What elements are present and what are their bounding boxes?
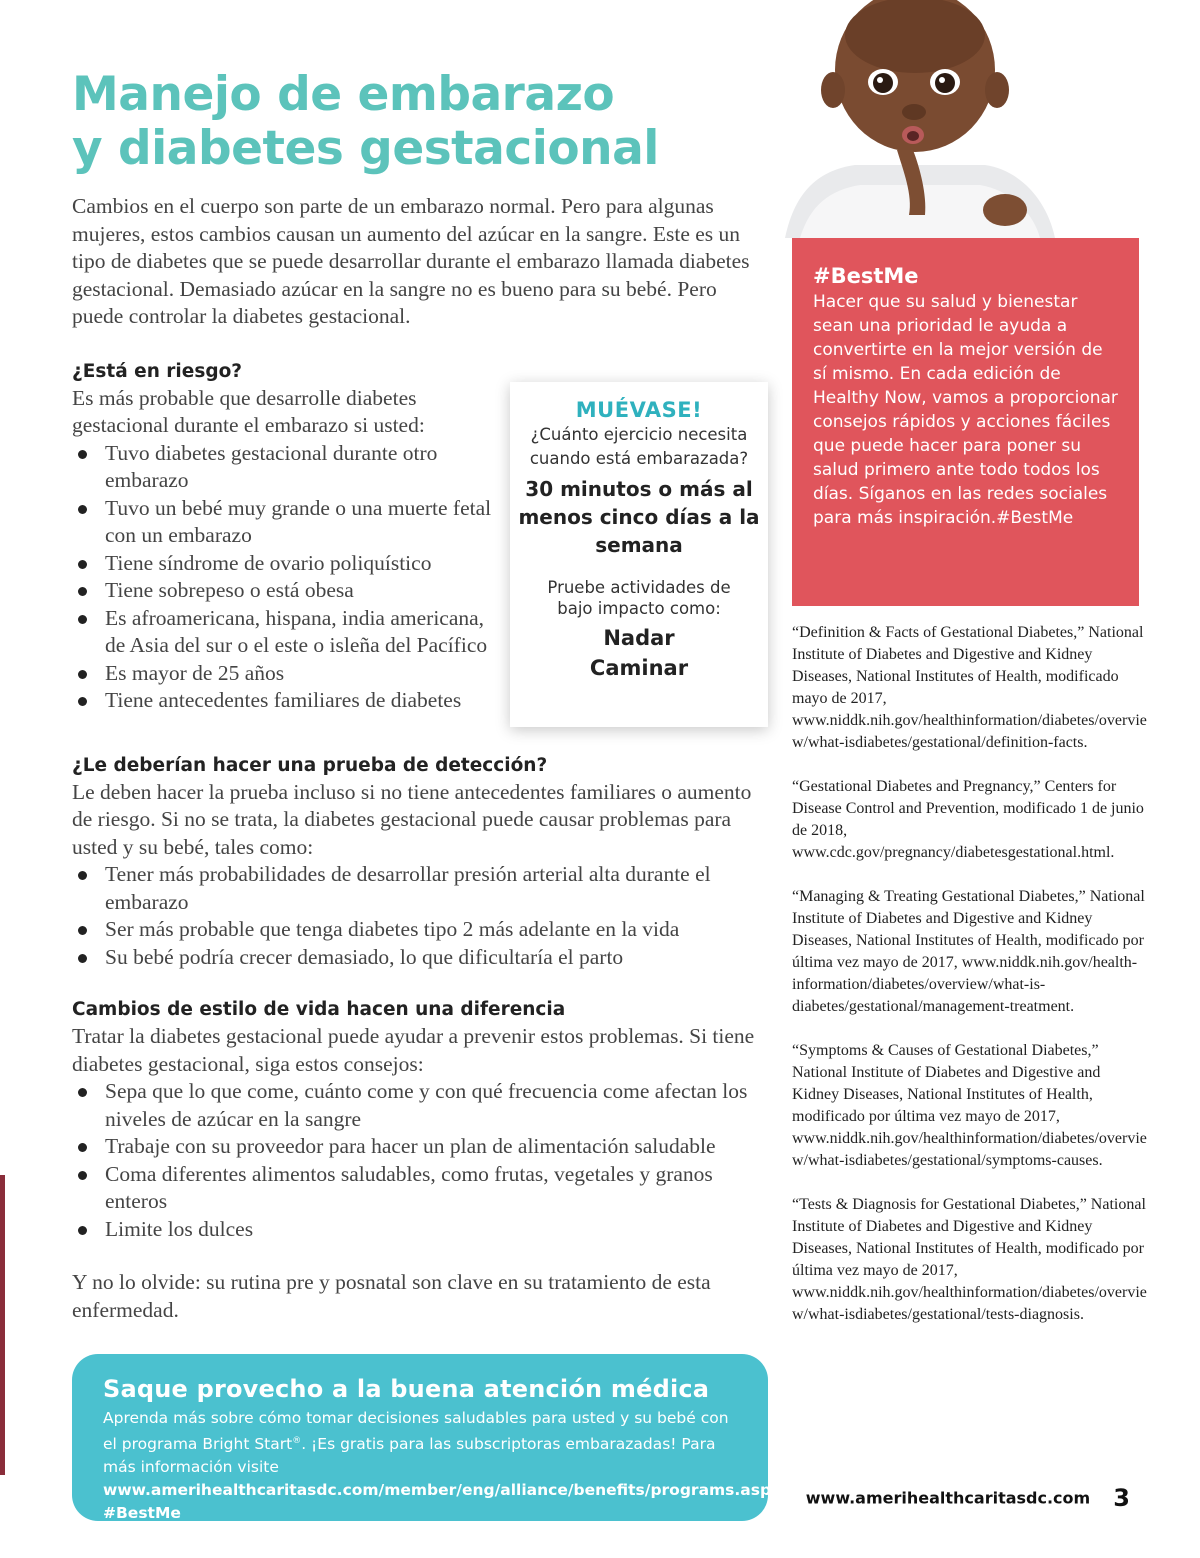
reference-item: “Symptoms & Causes of Gestational Diabetes,” National Institute of Diabetes and Digestive and Kidney Diseases, National Institutes of Health, modificado por última vez mayo de 2017, www.niddk.nih.gov/healthinformation/diabetes/overview/what-isdiabetes/gestational/symptoms-causes. (792, 1042, 1147, 1169)
risk-heading: ¿Está en riesgo? (72, 360, 243, 382)
list-item: Tener más probabilidades de desarrollar presión arterial alta durante el embarazo (72, 861, 772, 916)
lifestyle-text: Tratar la diabetes gestacional puede ayudar a prevenir estos problemas. Si tiene diabetes gestacional, siga estos consejos: (72, 1024, 755, 1076)
references (792, 622, 1147, 1348)
activity-walk: Caminar (589, 656, 689, 680)
lifestyle-list (72, 1078, 772, 1243)
list-item: Trabaje con su proveedor para hacer un plan de alimentación saludable (72, 1133, 772, 1161)
list-item: Su bebé podría crecer demasiado, lo que dificultaría el parto (72, 944, 772, 972)
care-title: Saque provecho a la buena atención médica (103, 1375, 710, 1403)
edge-accent-bar (0, 1175, 5, 1475)
program-link[interactable]: www.amerihealthcaritasdc.com/member/eng/alliance/benefits/programs.aspx (103, 1481, 782, 1500)
bestme-title: #BestMe (813, 264, 919, 288)
exercise-answer: 30 minutos o más al menos cinco días a la semana (518, 477, 760, 557)
test-text: Le deben hacer la prueba incluso si no tiene antecedentes familiares o aumento de riesgo. Si no se trata, la diabetes gestacional puede causar problemas para usted y su bebé, tales como: (72, 779, 752, 859)
reference-item: “Tests & Diagnosis for Gestational Diabetes,” National Institute of Diabetes and Digestive and Kidney Diseases, National Institutes of Health, modificado por última vez mayo de 2017, www.niddk.nih.gov/healthinformation/diabetes/overview/what-isdiabetes/gestational/tests-diagnosis. (792, 1196, 1147, 1323)
list-item: Ser más probable que tenga diabetes tipo 2 más adelante en la vida (72, 916, 772, 944)
list-item: Tiene síndrome de ovario poliquístico (72, 550, 502, 578)
list-item: Es mayor de 25 años (72, 660, 502, 688)
lifestyle-heading: Cambios de estilo de vida hacen una diferencia (72, 999, 566, 1020)
exercise-question: ¿Cuánto ejercicio necesita cuando está embarazada? (529, 425, 749, 468)
test-section (72, 753, 772, 972)
reference-item: “Gestational Diabetes and Pregnancy,” Centers for Disease Control and Prevention, modificado 1 de junio de 2018, www.cdc.gov/pregnancy/diabetesgestational.html. (792, 778, 1144, 861)
bestme-box (792, 238, 1139, 606)
footer-url[interactable]: www.amerihealthcaritasdc.com (805, 1488, 1091, 1508)
care-text-after: . (781, 1481, 787, 1500)
registered-mark: ® (292, 1436, 302, 1446)
care-banner (72, 1354, 787, 1523)
risk-text: Es más probable que desarrolle diabetes gestacional durante el embarazo si usted: (72, 385, 425, 437)
title-line-1: Manejo de embarazo (72, 67, 615, 122)
page-number: 3 (1113, 1484, 1130, 1512)
care-hashtag: #BestMe (103, 1504, 181, 1523)
baby-photo (785, 0, 1055, 238)
title-line-2: y diabetes gestacional (72, 121, 659, 176)
activity-swim: Nadar (603, 626, 675, 650)
test-list (72, 861, 772, 971)
list-item: Sepa que lo que come, cuánto come y con qué frecuencia come afectan los niveles de azúcar en la sangre (72, 1078, 772, 1133)
list-item: Tiene sobrepeso o está obesa (72, 577, 502, 605)
test-heading: ¿Le deberían hacer una prueba de detección? (72, 754, 548, 776)
list-item: Tuvo un bebé muy grande o una muerte fetal con un embarazo (72, 495, 502, 550)
exercise-callout (510, 382, 768, 727)
page-title (72, 68, 772, 176)
intro-paragraph: Cambios en el cuerpo son parte de un embarazo normal. Pero para algunas mujeres, estos cambios causan un aumento del azúcar en la sangre. Este es un tipo de diabetes que se puede desarrollar durante el embarazo llamada diabetes gestacional. Demasiado azúcar en la sangre no es bueno para su bebé. Pero puede controlar la diabetes gestacional. (72, 194, 750, 328)
list-item: Es afroamericana, hispana, india americana, de Asia del sur o el este o isleña del Pacífico (72, 605, 502, 660)
main-article (72, 193, 772, 1324)
exercise-title: MUÉVASE! (575, 398, 703, 422)
list-item: Coma diferentes alimentos saludables, como frutas, vegetales y granos enteros (72, 1161, 772, 1216)
reference-item: “Managing & Treating Gestational Diabetes,” National Institute of Diabetes and Digestive and Kidney Diseases, National Institutes of Health, modificado por última vez mayo de 2017, www.niddk.nih.gov/health-information/diabetes/overview/what-is-diabetes/gestational/management-treatment. (792, 888, 1145, 1015)
care-text-before: Aprenda más sobre cómo tomar decisiones saludables para usted y su bebé con el programa Bright Start (103, 1409, 729, 1454)
reference-item: “Definition & Facts of Gestational Diabetes,” National Institute of Diabetes and Digestive and Kidney Diseases, National Institutes of Health, modificado mayo de 2017, www.niddk.nih.gov/healthinformation/diabetes/overview/what-isdiabetes/gestational/definition-facts. (792, 624, 1147, 751)
exercise-suggestion: Pruebe actividades de bajo impacto como: (547, 578, 731, 618)
list-item: Tuvo diabetes gestacional durante otro embarazo (72, 440, 502, 495)
closing-paragraph: Y no lo olvide: su rutina pre y posnatal son clave en su tratamiento de esta enfermedad. (72, 1270, 711, 1322)
lifestyle-section (72, 997, 772, 1243)
risk-section (72, 359, 502, 715)
care-text (103, 1407, 787, 1525)
list-item: Limite los dulces (72, 1216, 772, 1244)
bestme-text: Hacer que su salud y bienestar sean una prioridad le ayuda a convertirte en la mejor versión de sí mismo. En cada edición de Healthy Now, vamos a proporcionar consejos rápidos y acciones fáciles que puede hacer para poner su salud primero ante todo todos los días. Síganos en las redes sociales para más inspiración.#BestMe (813, 292, 1118, 528)
footer (806, 1484, 1130, 1512)
list-item: Tiene antecedentes familiares de diabetes (72, 687, 502, 715)
care-text-middle: . ¡Es gratis para las subscriptoras embarazadas! Para más información visite (103, 1435, 716, 1477)
risk-list (72, 440, 502, 715)
